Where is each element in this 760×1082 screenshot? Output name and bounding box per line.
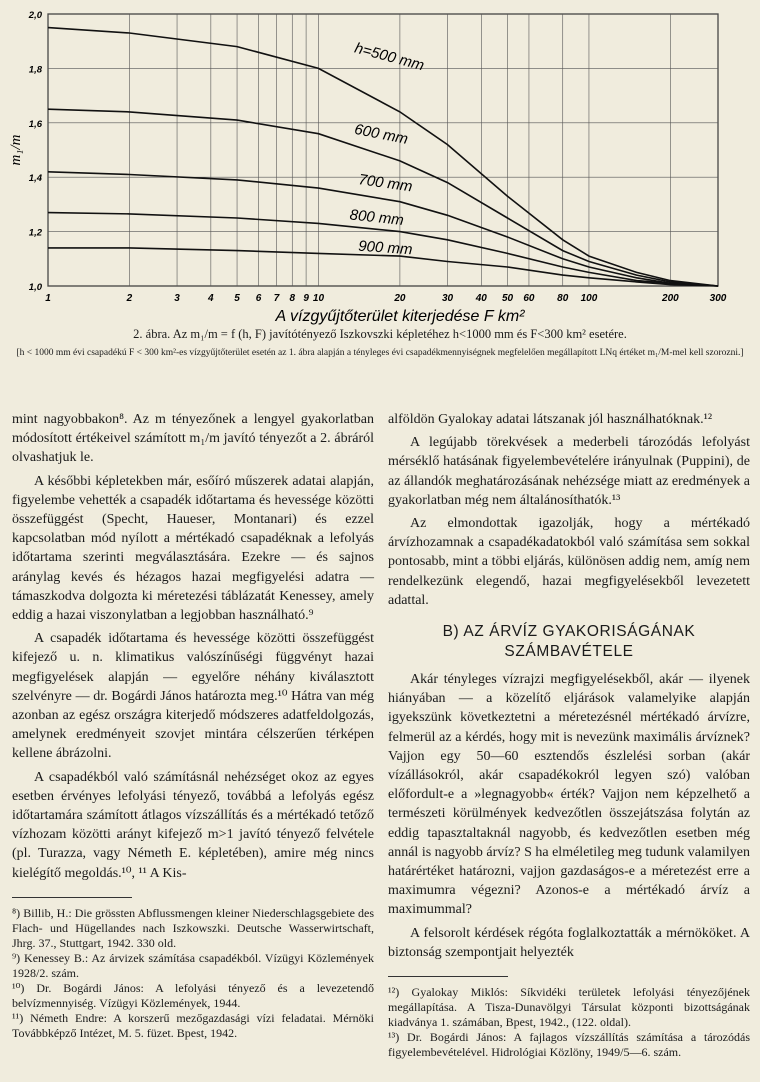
footnote-9: ⁹) Kenessey B.: Az árvizek számítása csapadékból. Vízügyi Közlemények 1928/2. szám. bbox=[12, 950, 374, 980]
y-axis-label: m₁/m bbox=[8, 134, 24, 166]
y-tick-label: 1,4 bbox=[28, 173, 42, 185]
x-tick-label: 3 bbox=[174, 293, 180, 304]
footnote-10: ¹⁰) Dr. Bogárdi János: A lefolyási tényező és a levezetendő belvízmennyiség. Vízügyi Közlemények, 1944. bbox=[12, 980, 374, 1010]
y-tick-label: 1,2 bbox=[28, 227, 42, 239]
series-label: 800 mm bbox=[348, 206, 405, 230]
x-tick-label: 2 bbox=[126, 293, 133, 304]
x-tick-label: 50 bbox=[501, 293, 514, 304]
y-tick-label: 1,8 bbox=[28, 64, 42, 76]
x-tick-label: 7 bbox=[273, 293, 280, 304]
paragraph: A csapadék időtartama és hevessége közötti összefüggést kifejező u. n. klimatikus valószínűségi függvényt hazai megfigyelések alapján — egyelőre néhány kiválasztott szelvényre — dr. Bogárdi János határozta meg.¹⁰ Hátra van még azonban az egész országra kiterjedő módszeres adatfeldolgozás, amelynek eredményeit szovjet mintára célszerűen térképen kellene ábrázolni. bbox=[12, 631, 374, 762]
x-tick-label: 8 bbox=[289, 293, 296, 304]
footnote-divider bbox=[12, 897, 132, 898]
x-tick-label: 1 bbox=[45, 293, 51, 304]
paragraph: mint nagyobbakon⁸. Az m tényezőnek a lengyel gyakorlatban módosított értékeivel számított m₁/m javító tényezőt a 2. ábráról olvashatjuk le. bbox=[12, 412, 374, 466]
x-tick-label: 100 bbox=[580, 293, 598, 304]
series-label: 900 mm bbox=[357, 237, 413, 259]
series-label: 600 mm bbox=[352, 120, 410, 148]
right-column bbox=[388, 410, 750, 1060]
x-tick-label: 80 bbox=[557, 293, 569, 304]
paragraph: A felsorolt kérdések régóta foglalkoztatták a mérnököket. A biztonság szempontjait helyezték bbox=[388, 925, 750, 960]
x-tick-label: 5 bbox=[234, 293, 240, 304]
x-tick-label: 6 bbox=[255, 293, 262, 304]
chart bbox=[0, 0, 760, 325]
paragraph: A csapadékból való számításnál nehézséget okoz az egyes esetben érvényes lefolyási tényező, továbbá a lefolyás egész időtartamára számított átlagos vízszállítás és a mértékadó tetőző vízhozam közötti arányt kifejező m>1 javító tényező felvétele (pl. Turazza, vagy Németh E. képletében), amire még nincs kielégítő megoldás.¹⁰, ¹¹ A Kis- bbox=[12, 769, 374, 881]
figure-caption: 2. ábra. Az m₁/m = f (h, F) javítótényező Iszkovszki képletéhez h<1000 mm és F<300 km² esetére. bbox=[133, 327, 627, 341]
y-tick-label: 1,0 bbox=[28, 282, 42, 293]
x-tick-label: 60 bbox=[523, 293, 535, 304]
paragraph: Akár tényleges vízrajzi megfigyelésekből, akár — ilyenek hiányában — a közelítő eljárások valamelyike alapján igyekszünk következtetni a méretezésnél mértékadó árvízre, felmerül az a kérdés, hogy mit is nevezünk maximális árvíznek? Vajjon egy 50—60 esztendős észlelési sorban (akár vízállásokról, akár csapadékokról legyen szó) valóban előfordult-e a »legnagyobb« érték? Vajjon nem képzelhető a természeti körülmények kedvezőtlen összejátszása folytán az eddig tapasztaltaknál nagyobb, és kedvezőtlen esetben még annál is nagyobb árvíz? S ha elméletileg meg tudunk valamilyen határértéket határozni, vajjon gazdaságos-e a méretezést erre a maximumra végezni? Azonos-e a mértékadó árvíz a maximummal? bbox=[388, 672, 750, 918]
footnote-11: ¹¹) Németh Endre: A korszerű mezőgazdasági vízi feladatai. Mérnöki Továbbképző Intézet, M. 5. füzet. Bpest, 1942. bbox=[12, 1010, 374, 1040]
x-tick-label: 10 bbox=[312, 293, 325, 304]
paragraph: A legújabb törekvések a mederbeli tározódás lefolyást mérséklő hatásának figyelembevételére irányulnak (Puppini), de az állandók meghatározásának nehézsége miatt az eredmények a gyakorlatban még nem általánosíthatók.¹³ bbox=[388, 435, 750, 508]
x-tick-label: 30 bbox=[441, 293, 454, 304]
paragraph: A későbbi képletekben már, esőíró műszerek adatai alapján, figyelembe vehették a csapadék időtartama és hevessége közötti összefüggést (Specht, Haueser, Montanari) és ezzel kapcsolatban mód nyílott a mértékadó csapadéknak a lefolyás időtartama szerinti megválasztására. Ezekre — és sajnos aránylag kevés és hézagos hazai megfigyelési adatra — támaszkodva dolgozta ki méretezési táblázatát Kenessey, amely eddig a hazai viszonylatban a legjobban használható.⁹ bbox=[12, 473, 374, 624]
footnote-divider bbox=[388, 976, 508, 977]
figure-note: [h < 1000 mm évi csapadékú F < 300 km²-es vízgyűjtőterület esetén az 1. ábra alapján a tényleges évi csapadékmennyiségnek megfelelően megállapított LNq értéket m₁/M-mel kell szorozni.] bbox=[16, 348, 744, 358]
x-tick-label: 20 bbox=[394, 293, 406, 304]
x-tick-label: 40 bbox=[475, 293, 487, 304]
left-column bbox=[12, 410, 374, 1041]
x-axis-label: A vízgyűjtőterület kiterjedése F km² bbox=[275, 308, 525, 325]
paragraph: Az elmondottak igazolják, hogy a mértékadó árvízhozamnak a csapadékadatokból való számítása sem sokkal pontosabb, mint a többi eljárás, különösen addig nem, amíg nem rendelkezünk elegendő, hazai megfigyelésekből levezetett adattal. bbox=[388, 516, 750, 608]
y-tick-label: 1,6 bbox=[28, 118, 42, 130]
x-tick-label: 4 bbox=[208, 293, 214, 304]
x-tick-label: 300 bbox=[709, 293, 727, 304]
footnote-8: ⁸) Billib, H.: Die grössten Abflussmengen kleiner Niederschlagsgebiete des Flach- und Hügellandes nach Iszkowszki. Deutsche Wasserwirtschaft, Jhrg. 37., Stuttgart, 1942. 330 old. bbox=[12, 905, 374, 950]
x-tick-label: 200 bbox=[662, 293, 679, 304]
footnote-13: ¹³) Dr. Bogárdi János: A fajlagos vízszállítás számítása a tározódás figyelembevételével. Hidrológiai Közlöny, 1949/5—6. szám. bbox=[388, 1030, 750, 1060]
paragraph: alföldön Gyalokay adatai látszanak jól használhatóknak.¹² bbox=[388, 412, 713, 427]
footnote-12: ¹²) Gyalokay Miklós: Síkvidéki területek lefolyási tényezőjének megállapítása. A Tisza-Dunavölgyi Társulat központi bizottságának kiadványa 1. számában, Bpest, 1942., (122. oldal). bbox=[388, 985, 750, 1030]
series-label: h=500 mm bbox=[352, 39, 426, 75]
x-tick-label: 9 bbox=[303, 293, 309, 304]
series-label: 700 mm bbox=[357, 171, 414, 196]
chart-series-labels bbox=[349, 40, 426, 259]
section-heading: B) AZ ÁRVÍZ GYAKORISÁGÁNAK SZÁMBAVÉTELE bbox=[442, 623, 696, 661]
y-tick-label: 2,0 bbox=[28, 10, 42, 21]
